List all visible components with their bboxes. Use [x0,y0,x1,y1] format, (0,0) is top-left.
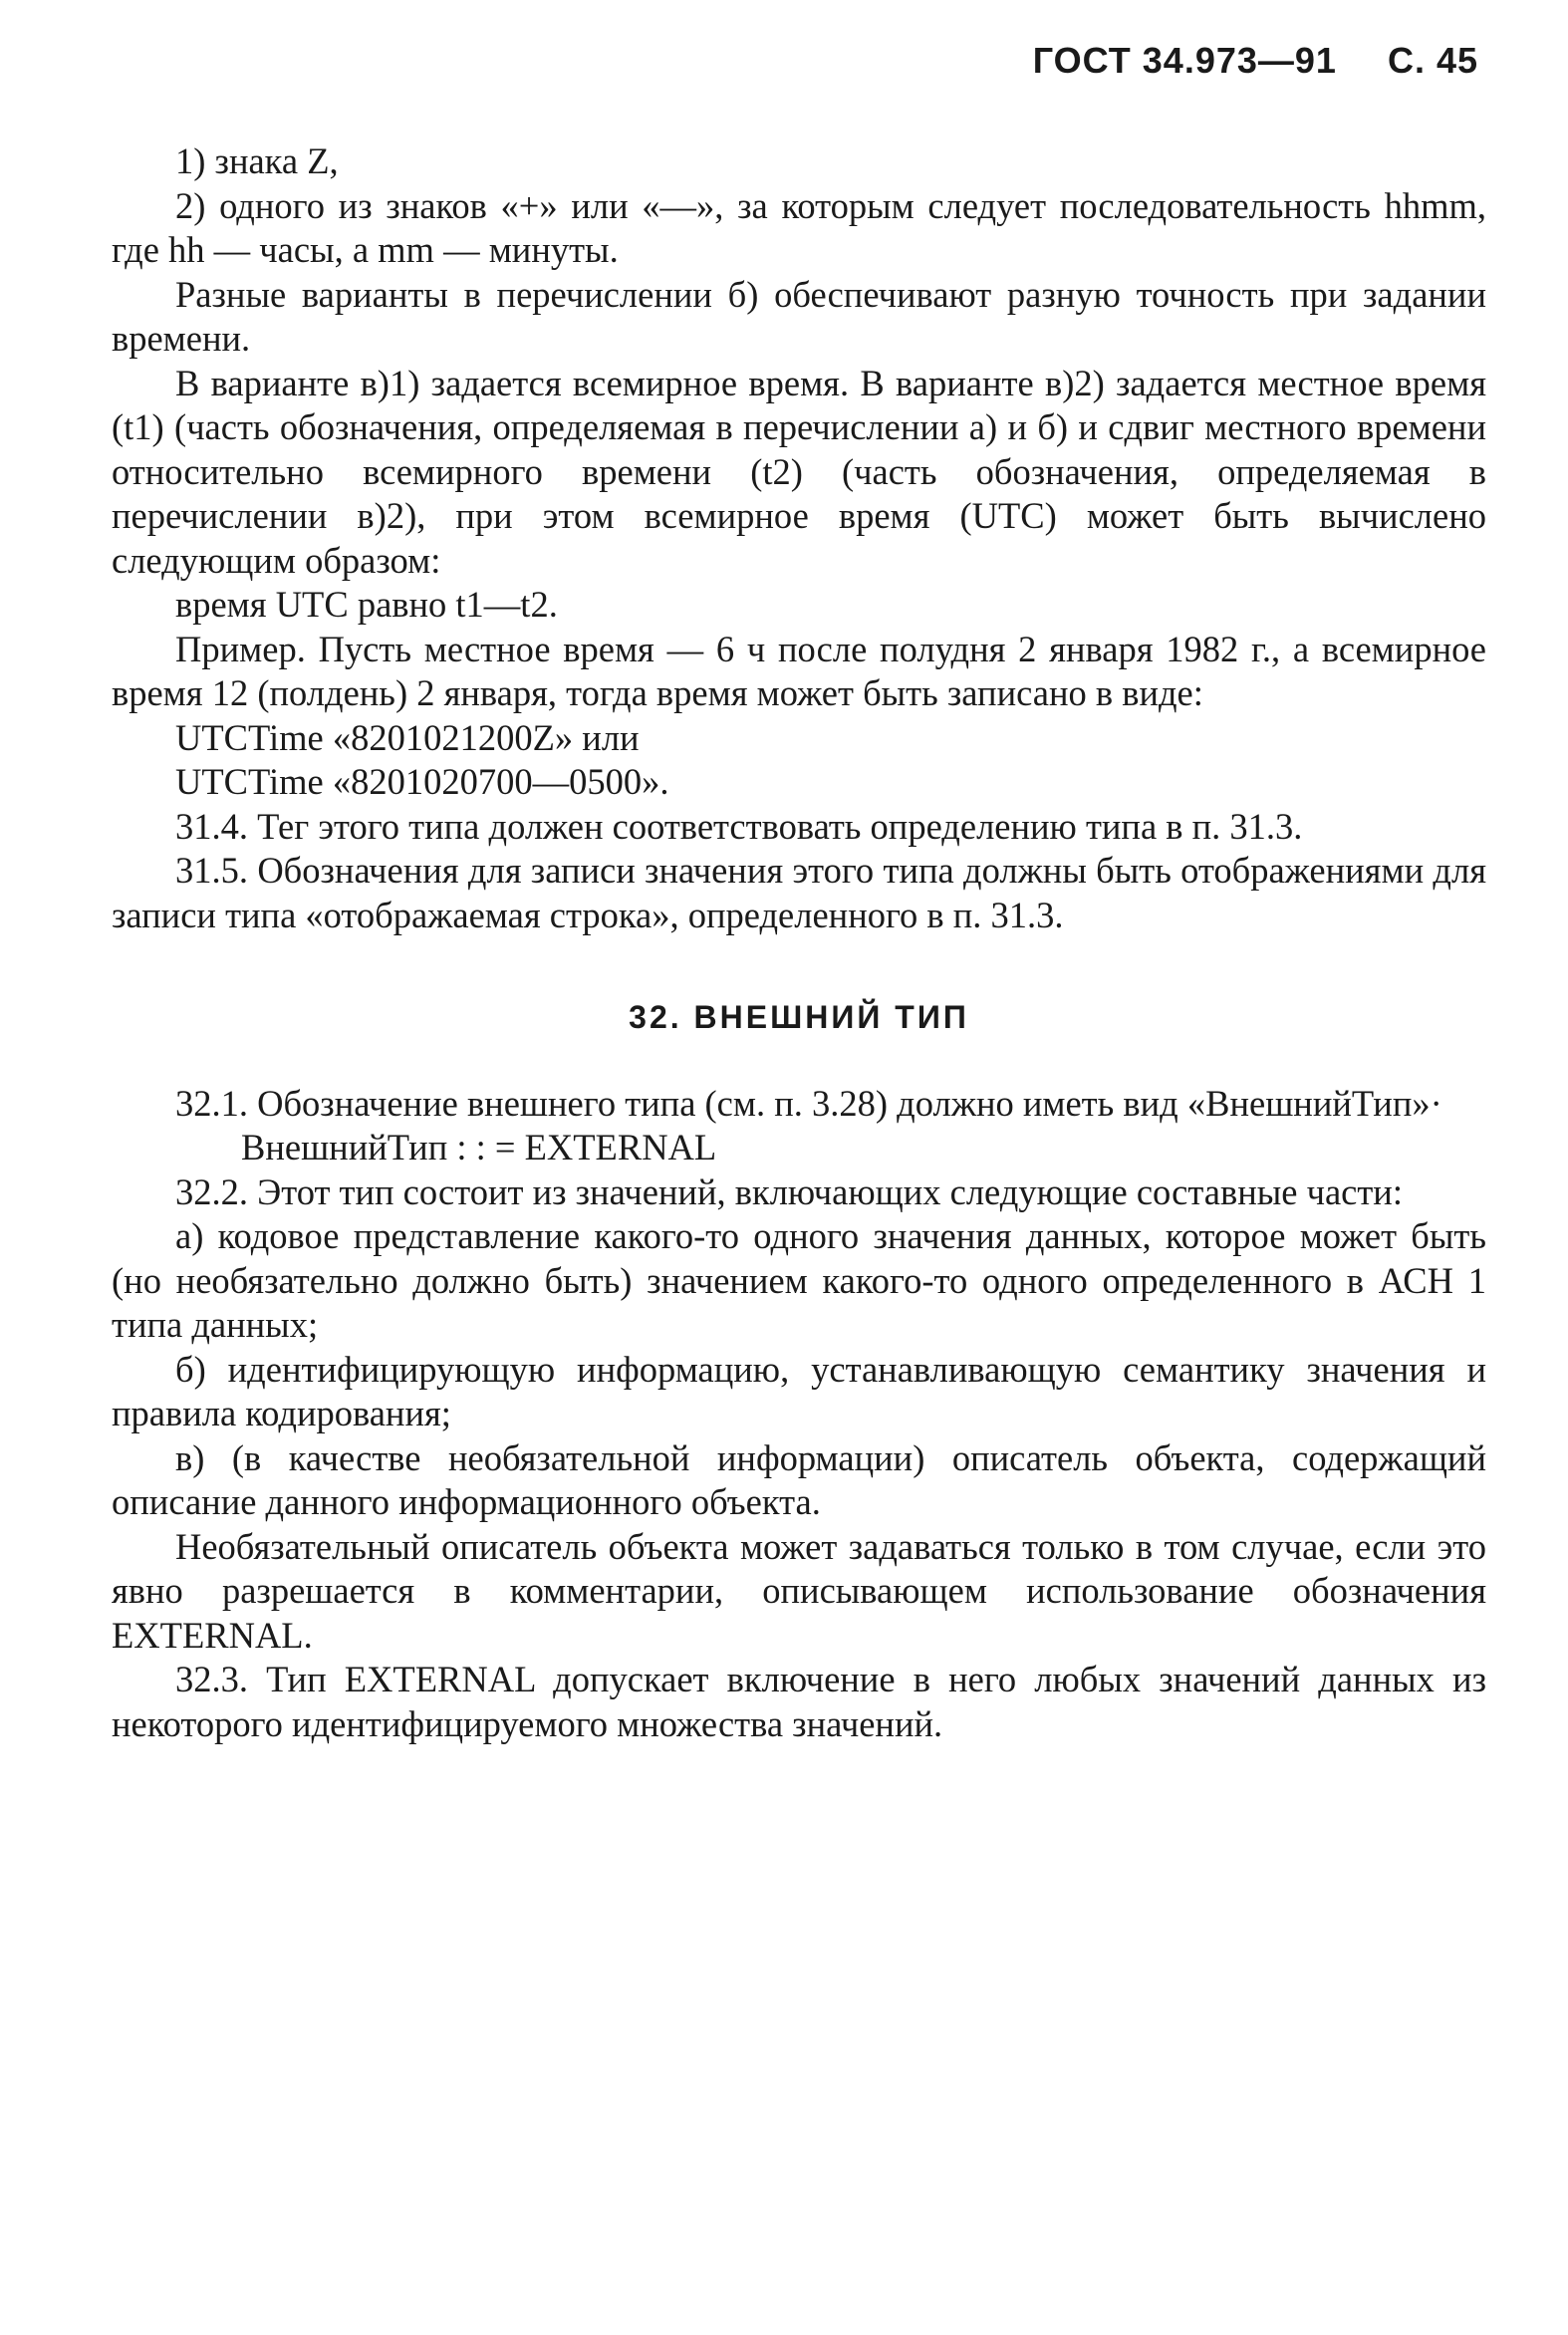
paragraph: 31.5. Обозначения для записи значения этого типа должны быть отображениями для записи типа «отображаемая строка», определенного в п. 31.3. [112,850,1486,935]
formula-line: время UTC равно t1—t2. [175,584,558,625]
paragraph: 1) знака Z, [175,140,339,181]
list-item: б) идентифицирующую информацию, устанавливающую семантику значения и правила кодирования; [112,1348,1486,1433]
paragraph: 31.4. Тег этого типа должен соответствовать определению типа в п. 31.3. [175,805,1303,847]
section-title: 32. ВНЕШНИЙ ТИП [629,999,969,1035]
list-item: в) (в качестве необязательной информации) описатель объекта, содержащий описание данного информационного объекта. [112,1436,1486,1522]
paragraph: 32.3. Тип EXTERNAL допускает включение в него любых значений данных из некоторого идентифицируемого множества значений. [112,1659,1486,1744]
page-number: С. 45 [1387,40,1478,81]
list-item: а) кодовое представление какого-то одного значения данных, которое может быть (но необязательно должно быть) значением какого-то одного определенного в АСН 1 типа данных; [112,1215,1486,1345]
paragraph: В варианте в)1) задается всемирное время. В варианте в)2) задается местное время (t1) (часть обозначения, определяемая в перечислении а) и б) и сдвиг местного времени относительно всемирного времени (t2) (часть обозначения, определяемая в перечислении в)2), при этом всемирное время (UTC) может быть вычислено следующим образом: [112,362,1486,581]
paragraph: 2) одного из знаков «+» или «—», за которым следует последовательность hhmm, где hh — часы, а mm — минуты. [112,184,1486,270]
page-header [1033,40,1478,82]
code-line: UTCTime «8201021200Z» или [175,716,640,758]
example-paragraph: Пример. Пусть местное время — 6 ч после полудня 2 января 1982 г., а всемирное время 12 (полдень) 2 января, тогда время может быть записано в виде: [112,628,1486,713]
paragraph: 32.1. Обозначение внешнего типа (см. п. 3.28) должно иметь вид «ВнешнийТип»· [175,1082,1442,1124]
code-line: ВнешнийТип : : = EXTERNAL [241,1127,717,1168]
paragraph: Необязательный описатель объекта может задаваться только в том случае, если это явно разрешается в комментарии, описывающем использование обозначения EXTERNAL. [112,1525,1486,1656]
document-body [112,139,1486,1746]
paragraph: Разные варианты в перечислении б) обеспечивают разную точность при задании времени. [112,273,1486,359]
standard-number: ГОСТ 34.973—91 [1032,40,1337,81]
code-line: UTCTime «8201020700—0500». [175,761,669,802]
paragraph: 32.2. Этот тип состоит из значений, включающих следующие составные части: [175,1170,1403,1212]
